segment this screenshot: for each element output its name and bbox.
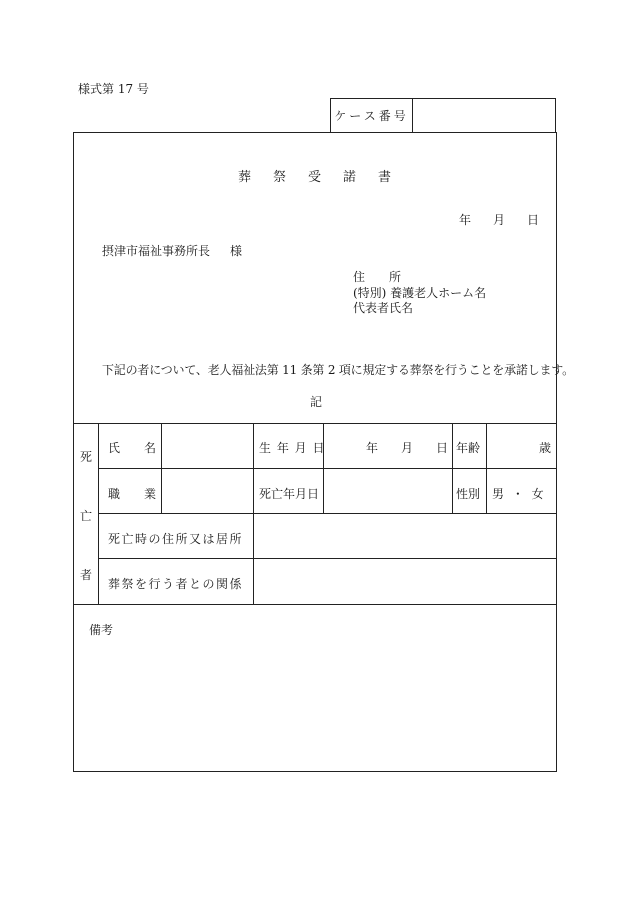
table-row-line-2 xyxy=(98,513,557,514)
form-number: 様式第 17 号 xyxy=(78,82,149,96)
death-date-label: 死亡年月日 xyxy=(259,487,320,501)
ki-marker: 記 xyxy=(310,395,323,409)
age-label: 年齢 xyxy=(456,441,481,455)
case-number-label: ケース番号 xyxy=(331,99,413,132)
applicant-block xyxy=(353,270,486,317)
age-unit: 歳 xyxy=(539,441,552,455)
birth-day: 日 xyxy=(436,441,449,455)
submission-date xyxy=(459,211,539,228)
remarks-label: 備考 xyxy=(89,623,114,637)
birth-date-label: 生 年 月 日 xyxy=(259,441,326,455)
col-line-3 xyxy=(323,423,324,513)
birth-month: 月 xyxy=(401,441,414,455)
applicant-address-label: 住 所 xyxy=(353,270,402,284)
sex-options: 男 ・ 女 xyxy=(492,487,546,501)
section-divider xyxy=(98,423,99,604)
applicant-rep-name-label: 代表者氏名 xyxy=(353,301,414,315)
date-year: 年 xyxy=(459,213,472,227)
col-line-2 xyxy=(253,423,254,604)
addressee: 摂津市福祉事務所長 xyxy=(102,244,211,258)
table-row-line-1 xyxy=(98,468,557,469)
col-line-4 xyxy=(452,423,453,513)
col-line-5 xyxy=(486,423,487,513)
section-label-3: 者 xyxy=(80,568,93,582)
case-number-box xyxy=(330,98,556,132)
document-title: 葬祭受諾書 xyxy=(238,170,414,185)
birth-year: 年 xyxy=(366,441,379,455)
date-day: 日 xyxy=(527,213,540,227)
body-text: 下記の者について、老人福祉法第 11 条第 2 項に規定する葬祭を行うことを承諾します。 xyxy=(102,363,574,377)
section-label-1: 死 xyxy=(80,450,93,464)
section-label-2: 亡 xyxy=(80,509,93,523)
address-at-death-label: 死亡時の住所又は居所 xyxy=(108,532,244,546)
table-top-line xyxy=(73,423,557,424)
relation-label: 葬祭を行う者との関係 xyxy=(108,577,244,591)
applicant-home-name-label: (特別) 養護老人ホーム名 xyxy=(353,285,487,300)
occupation-label: 職 業 xyxy=(108,487,163,501)
table-bottom-line xyxy=(73,604,557,605)
name-label: 氏 名 xyxy=(108,441,163,455)
table-row-line-3 xyxy=(98,558,557,559)
sex-label: 性別 xyxy=(456,487,481,501)
date-month: 月 xyxy=(493,213,506,227)
honorific: 様 xyxy=(230,244,243,258)
